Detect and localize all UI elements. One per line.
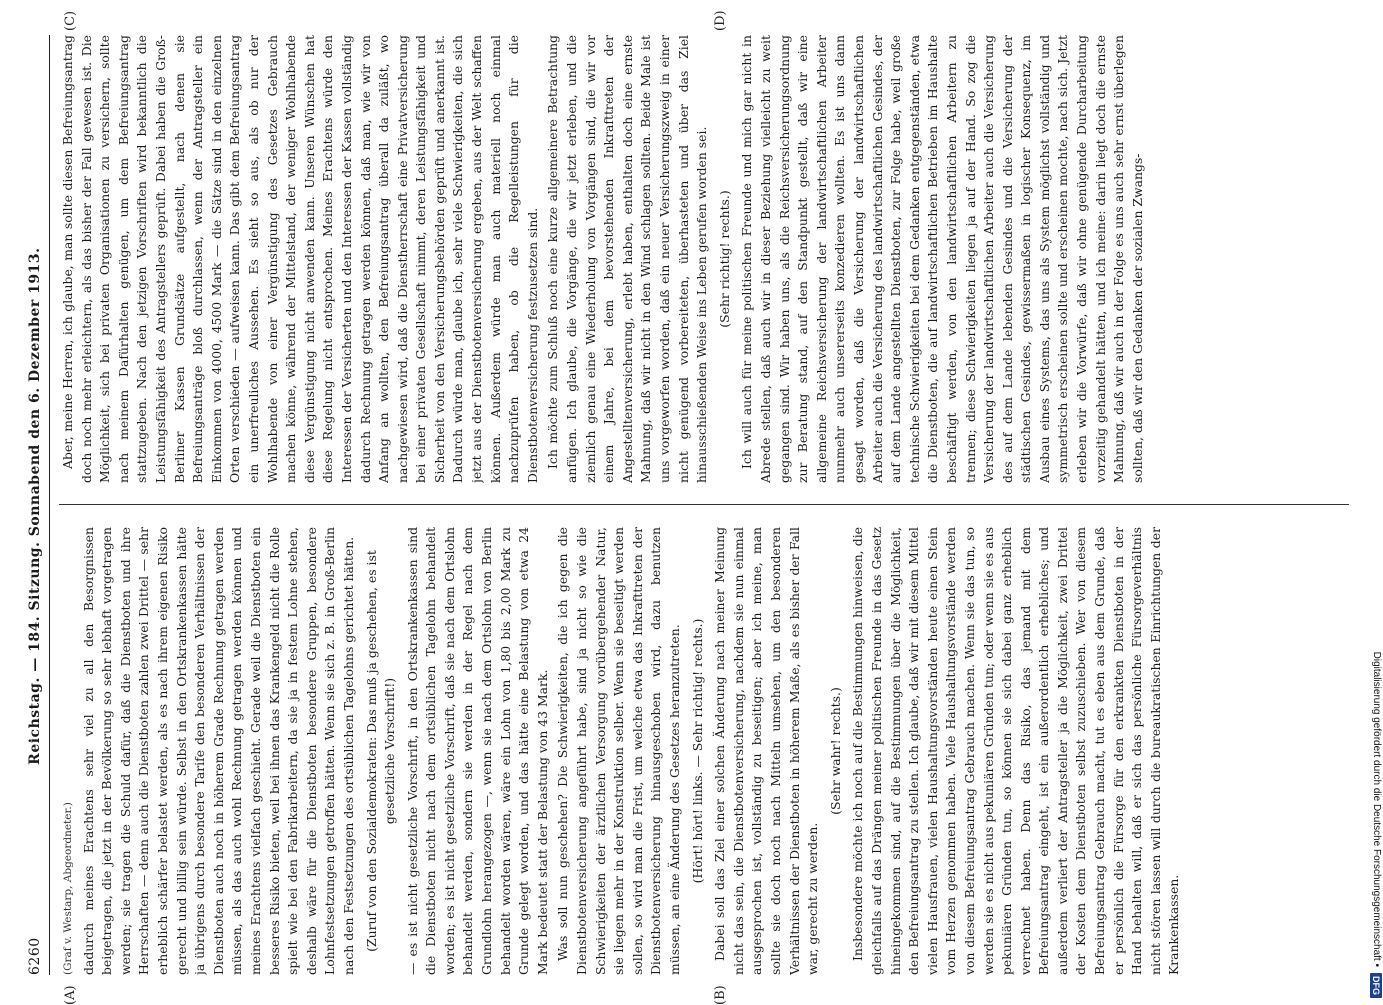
interjection: (Sehr richtig! rechts.) [716, 190, 732, 328]
digitization-credit [1369, 8, 1383, 998]
interjection: (Zuruf von den Sozialdemokraten: Das muß ja geschehen, es ist gesetzliche Vorschrift!) [363, 550, 398, 952]
paragraph: Ich will auch für meine politischen Freunde und mich gar nicht in Abrede stellen, daß auch wir in dieser Beziehung vielleicht zu weit gegangen sind. Wir haben uns, als die Reichsversicherungsordnung zur Beratung stand, auf den Standpunkt gestellt, daß wir eine allgemeine Reichsversicherung der landwirtschaftlichen Arbeiter nunmehr auch unsererseits konzedieren wollten. Es ist uns dann gesagt worden, daß die Versicherung der landwirtschaftlichen Arbeiter auch die Versicherung des landwirtschaftlichen Gesindes, der auf dem Lande angestellten Dienstboten, zur Folge habe, weil große technische Schwierigkeiten bei dem Gedanken entgegenständen, etwa die Dienstboten, die auf landwirtschaftlichen Betrieben im Haushalte beschäftigt werden, von den landwirtschaftlichen Arbeitern zu trennen; diese Schwierigkeiten liegen ja auf der Hand. So zog die Versicherung der landwirtschaftlichen Arbeiter auch die Versicherung des auf dem Lande lebenden Gesindes und die Versicherung der städtischen Gesindes, gewissermaßen in logischer Konsequenz, im Ausbau eines Systems, das uns als System möglichst vollständig und symmetrisch erscheinen sollte und erscheinen mochte, nach sich. Jetzt erleben wir die Vorwürfe, daß wir ohne genügende Durcharbeitung vorzeitig gehandelt hätten, und ich meine: darin liegt doch die ernste Mahnung, daß wir auch in der Folge es uns auch sehr ernst überlegen sollten, daß wir den Gedanken der sozialen Zwangs- [739, 35, 1145, 483]
credit-text: Digitalisierung gefördert durch die Deutsche Forschungsgemeinschaft • [1371, 651, 1382, 967]
interjection: (Sehr wahr! rechts.) [827, 687, 843, 815]
left-text-column [59, 527, 1349, 975]
rotated-document-page [23, 10, 1373, 1005]
header-divider [49, 35, 50, 975]
paragraph: Insbesondere möchte ich noch auf die Bestimmungen hinweisen, die gleichfalls auf das Drängen meiner politischen Freunde in das Gesetz hineingekommen sind, auf die Bestimmungen über die Möglichkeit, den Befreiungsantrag zu stellen. Ich glaube, daß wir mit diesem Mittel vielen Hausfrauen, vielen Haushaltungsvorständen heute einen Stein vom Herzen genommen haben. Viele Haushaltungsvorstände werden von diesem Befreiungsantrag Gebrauch machen. Wenn sie das tun, so werden sie es nicht aus pekuniären Gründen tun; oder wenn sie es aus pekuniären Gründen tun, so können sie sich dabei ganz erheblich verrechnet haben. Denn das Risiko, das jemand mit dem Befreiungsantrag eingeht, ist ein außerordentlich erhebliches; und außerdem verliert der Antragsteller ja die Möglichkeit, zwei Drittel der Kosten dem Dienstboten selbst zuzuschieben. Wer von diesem Befreiungsantrag Gebrauch macht, tut es eben aus dem Grunde, daß er persönlich die Fürsorge für den erkrankten Dienstboten in der Hand behalten will, daß er sich das persönliche Fürsorgeverhältnis nicht stören lassen will durch die bureaukratischen Einrichtungen der Krankenkassen. [850, 527, 1182, 975]
page-header [23, 35, 47, 975]
page-number: 6260 [27, 937, 43, 975]
paragraph: dadurch meines Erachtens sehr viel zu all den Besorgnissen beigetragen, die jetzt in der Bevölkerung so sehr lebhaft vorgetragen werden; sie tragen die Schuld dafür, daß die Dienstboten und ihre Herrschaften — denn auch die Dienstboten zahlen zwei Drittel — sehr erheblich schärfer belastet werden, als es nach ihrem eigenen Risiko gerecht und billig sein würde. Selbst in den Ortskrankenkassen hätte ja übrigens durch besondere Tarife den besonderen Verhältnissen der Dienstboten auch noch in höherem Grade Rechnung getragen werden müssen, als das auch wohl Rechnung getragen werden können und meines Erachtens vielfach geschieht. Gerade weil die Dienstboten ein besseres Risiko bieten, weil bei ihnen das Krankengeld nicht die Rolle spielt wie bei den Fabrikarbeitern, da sie ja in festem Lohne stehen, deshalb wäre für die Dienstboten besondere Gruppen, besondere Lohnfestsetzungen getroffen hätten. Wenn sie sich z. B. in Groß-Berlin nach den Festsetzungen des ortsüblichen Tagelohns gerichtet hätten. [80, 527, 356, 975]
column-divider [59, 504, 1349, 505]
margin-mark-a: (A) [63, 985, 78, 1005]
paragraph: Dabei soll das Ziel einer solchen Änderung nach meiner Meinung nicht das sein, die Dienstbotenversicherung, nachdem sie nun einmal ausgesprochen ist, vollständig zu beseitigen; aber ich meine, man sollte sie doch noch nach Mitteln umsehen, um den besonderen Verhältnissen der Dienstboten in höherem Maße, als es bisher der Fall war, gerecht zu werden. [712, 527, 821, 975]
right-text-column [59, 35, 1349, 483]
credit-line [1369, 8, 1383, 998]
running-title: Reichstag. — 184. Sitzung. Sonnabend den 6. Dezember 1913. [27, 247, 43, 765]
interjection: (Hört! hört! links. — Sehr richtig! rechts.) [689, 618, 705, 884]
paragraph: — es ist nicht gesetzliche Vorschrift, in den Ortskrankenkassen sind die Dienstboten nicht nach dem ortsüblichen Tagelohn behandelt worden; es ist nicht gesetzliche Vorschrift, daß sie nach dem Ortslohn behandelt werden, sondern sie werden in der Regel nach dem Grundlohn herangezogen —, wenn sie nach dem Ortslohn von Berlin behandelt worden wären, wäre ein Lohn von 1,80 bis 2,00 Mark zu Grunde gelegt worden, und das hätte eine Belastung von etwa 24 Mark bedeutet statt der Belastung von 43 Mark. [404, 527, 550, 975]
paragraph: Ich möchte zum Schluß noch eine kurze allgemeinere Betrachtung anfügen. Ich glaube, die Vorgänge, die wir jetzt erleben, und die ziemlich genau eine Wiederholung von Vorgängen sind, die wir vor einem Jahre, bei dem bevorstehenden Inkrafttreten der Angestelltenversicherung, erlebt haben, enthalten doch eine ernste Mahnung, daß wir nicht in den Wind schlagen sollten. Beide Male ist uns vorgeworfen worden, daß ein neuer Versicherungszweig in einer nicht genügend vorbereiteten, überhasteten und über das Ziel hinausschießenden Weise ins Leben gerufen worden sei. [545, 35, 710, 483]
speaker-tag: (Graf v. Westarp, Abgeordneter.) [62, 802, 74, 975]
paragraph: Aber, meine Herren, ich glaube, man sollte diesen Befreiungsantrag doch noch mehr erleichtern, als das bisher der Fall gewesen ist. Die Möglichkeit, sich bei privaten Organisationen zu versichern, sollte nach meinem Dafürhalten genügen, um dem Befreiungsantrag stattzugeben. Nach den jetzigen Vorschriften wird bekanntlich die Leistungsfähigkeit des Antragstellers geprüft. Dabei haben die Groß-Berliner Kassen Grundsätze aufgestellt, nach denen sie Befreiungsanträge bloß durchlassen, wenn der Antragsteller ein Einkommen von 4000, 4500 Mark — die Sätze sind in den einzelnen Orten verschieden — aufweisen kann. Das gibt dem Befreiungsantrag ein unerfreuliches Aussehen. Es sieht so aus, als ob nur der Wohlhabende von einer Vergünstigung des Gesetzes Gebrauch machen könne, während der Mittelstand, der weniger Wohlhabende diese Vergünstigung nicht anwenden kann. Unseren Wünschen hat diese Regelung nicht entsprochen. Meines Erachtens würde den Interessen der Versicherten und den Interessen der Kassen vollständig dadurch Rechnung getragen werden können, daß man, wie wir von Anfang an wollten, den Befreiungsantrag überall da zuläßt, wo nachgewiesen wird, daß die Dienstherrschaft eine Privatversicherung bei einer privaten Gesellschaft nimmt, deren Leistungsfähigkeit und Sicherheit von den Versicherungsbehörden geprüft und anerkannt ist. Dadurch würde man, glaube ich, sehr viele Schwierigkeiten, die sich jetzt aus der Dienstbotenversicherung ergeben, aus der Welt schaffen können. Außerdem würde man auch materiell noch einmal nachzuprüfen haben, ob die Regelleistungen für die Dienstbotenversicherung festzusetzen sind. [60, 35, 540, 483]
dfg-logo: DFG [1370, 973, 1382, 998]
margin-mark-d: (D) [713, 10, 728, 31]
margin-mark-c: (C) [63, 10, 78, 31]
margin-mark-b: (B) [713, 985, 728, 1005]
paragraph: Was soll nun geschehen? Die Schwierigkeiten, die ich gegen die Dienstbotenversicherung angeführt habe, sind ja nicht so wie die Schwierigkeiten der ärztlichen Versorgung vorübergehender Natur, sie liegen mehr in der Konstruktion selber. Wenn sie beseitigt werden sollen, so wird man die Frist, um welche etwa das Inkrafttreten der Dienstbotenversicherung hinausgeschoben wird, dazu benutzen müssen, an eine Änderung des Gesetzes heranzutreten. [555, 527, 682, 975]
